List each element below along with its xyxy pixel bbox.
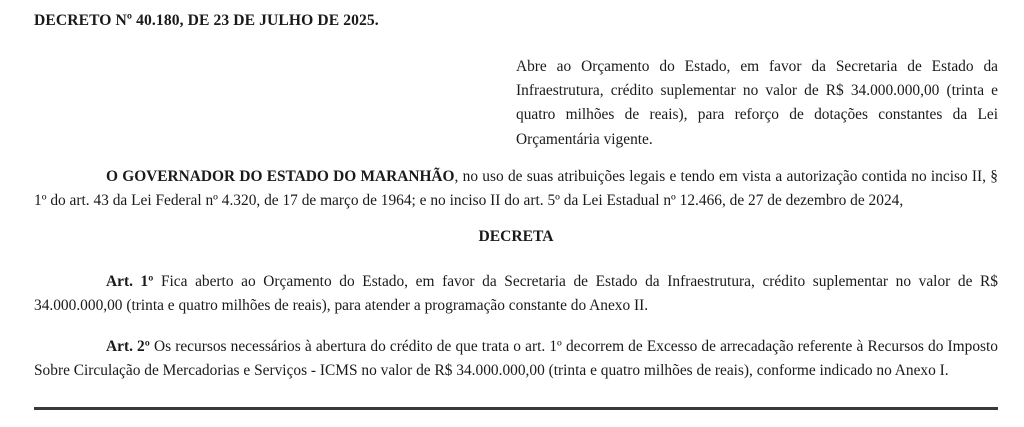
article-1 [34,270,998,318]
bottom-divider [34,407,998,410]
article-2-label: Art. 2º [106,338,150,355]
decree-preamble [34,165,998,213]
decree-title: DECRETO Nº 40.180, DE 23 DE JULHO DE 2025. [34,12,379,29]
article-1-label: Art. 1º [106,273,154,290]
preamble-text: , no uso de suas atribuições legais e tendo em vista a autorização contida no inciso II, § 1º do art. 43 da Lei Federal nº 4.320, de 17 de março de 1964; e no inciso II do art. 5º da Lei Estadual nº 12.466, de 27 de dezembro de 2024, [34,168,998,210]
article-2-text: Os recursos necessários à abertura do crédito de que trata o art. 1º decorrem de Excesso de arrecadação referente à Recursos do Imposto Sobre Circulação de Mercadorias e Serviços - ICMS no valor de R$ 34.000.000,00 (trinta e quatro milhões de reais), conforme indicado no Anexo I. [34,338,998,380]
decree-ementa: Abre ao Orçamento do Estado, em favor da Secretaria de Estado da Infraestrutura, crédito suplementar no valor de R$ 34.000.000,00 (trinta e quatro milhões de reais), para reforço de dotações constantes da Lei Orçamentária vigente. [516,58,998,148]
article-2 [34,335,998,383]
decreta-heading: DECRETA [478,228,554,245]
article-1-text: Fica aberto ao Orçamento do Estado, em favor da Secretaria de Estado da Infraestrutura, crédito suplementar no valor de R$ 34.000.000,00 (trinta e quatro milhões de reais), para atender a programação constante do Anexo II. [34,273,999,315]
preamble-authority: O GOVERNADOR DO ESTADO DO MARANHÃO [106,168,455,185]
